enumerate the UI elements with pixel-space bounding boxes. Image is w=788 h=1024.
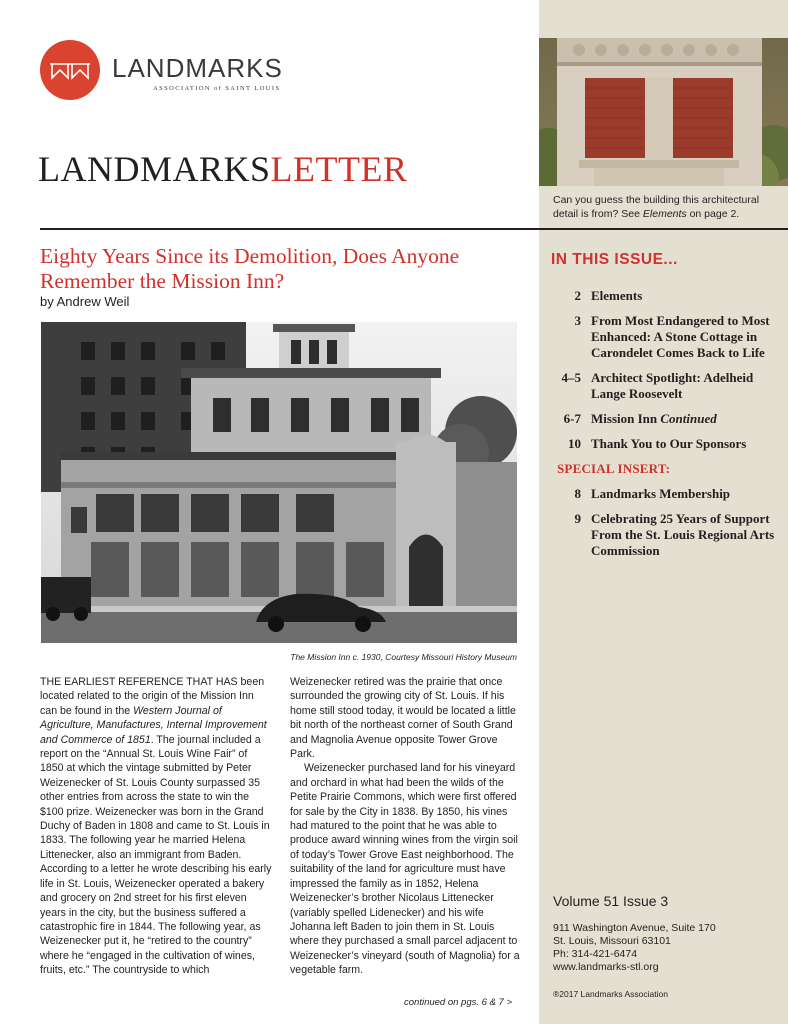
- toc-label: From Most Endangered to Most Enhanced: A Stone Cottage in Carondelet Comes Back to Life: [591, 313, 770, 360]
- website-link[interactable]: www.landmarks-stl.org: [553, 961, 659, 973]
- phone-number: Ph: 314-421-6474: [553, 948, 638, 960]
- article-column-1: [40, 675, 272, 978]
- toc-page-number: 10: [568, 436, 581, 451]
- toc-item-elements[interactable]: [553, 288, 783, 304]
- title-part-letter: LETTER: [270, 149, 408, 189]
- logo-tagline: ASSOCIATION of SAINT LOUIS: [153, 85, 281, 92]
- toc-page-number: 6-7: [563, 411, 581, 426]
- toc-page-number: 2: [574, 288, 581, 303]
- article-column-2: [290, 675, 522, 978]
- toc-item-stone-cottage[interactable]: [553, 313, 783, 361]
- logo-wordmark: LANDMARKS: [112, 53, 283, 83]
- continued-link[interactable]: continued on pgs. 6 & 7 >: [404, 997, 513, 1008]
- detail-photo-caption: Can you guess the building this architectural detail is from? See Elements on page 2.: [553, 194, 760, 220]
- toc-item-mission-inn[interactable]: [553, 411, 783, 427]
- toc-page-number: 4–5: [561, 370, 581, 385]
- copyright-notice: ®2017 Landmarks Association: [553, 989, 668, 999]
- section-divider: [40, 228, 788, 230]
- toc-page-number: 9: [574, 511, 581, 526]
- toc-label: Celebrating 25 Years of Support From the St. Louis Regional Arts Commission: [591, 511, 775, 558]
- table-of-contents: [553, 288, 783, 568]
- toc-label: Landmarks Membership: [591, 486, 731, 501]
- contact-address: [553, 922, 716, 974]
- special-insert-heading: SPECIAL INSERT:: [557, 461, 671, 476]
- toc-page-number: 3: [574, 313, 581, 328]
- toc-item-sponsors[interactable]: [553, 436, 783, 452]
- newsletter-title: [38, 148, 408, 190]
- title-part-landmarks: LANDMARKS: [38, 149, 271, 189]
- volume-issue: Volume 51 Issue 3: [553, 893, 669, 909]
- article-byline: by Andrew Weil: [40, 294, 130, 309]
- toc-label: Thank You to Our Sponsors: [591, 436, 747, 451]
- article-paragraph: Weizenecker retired was the prairie that once surrounded the growing city of St. Louis. If his home still stood today, it would be located a little bit north of the northeast corner of South Grand and Magnolia Avenue opposite Tower Grove Park.: [290, 676, 516, 761]
- architectural-detail-photo: [539, 38, 788, 186]
- address-line: 911 Washington Avenue, Suite 170: [553, 922, 716, 934]
- toc-item-architect-spotlight[interactable]: [553, 370, 783, 402]
- photo-caption: The Mission Inn c. 1930, Courtesy Missouri History Museum: [290, 652, 517, 662]
- article-headline: Eighty Years Since its Demolition, Does Anyone Remember the Mission Inn?: [40, 244, 460, 293]
- toc-label: Elements: [591, 288, 643, 303]
- toc-page-number: 8: [574, 486, 581, 501]
- in-this-issue-heading: IN THIS ISSUE...: [551, 251, 678, 268]
- toc-label: Mission Inn Continued: [591, 411, 717, 426]
- toc-item-membership[interactable]: [553, 486, 783, 502]
- article-paragraph: THE EARLIEST REFERENCE THAT HAS been located related to the origin of the Mission Inn can be found in the Western Journal of Agriculture, Manufactures, Internal Improvement and Commerce of 1851. The journal included a report on the “Annual St. Louis Wine Fair” of 1850 at which the vintage submitted by Peter Weizenecker of St. Louis County surpassed 35 other entries from across the state to win the $100 prize. Weizenecker was born in the Grand Duchy of Baden in 1808 and came to St. Louis in 1833. The following year he married Helena Littenecker, also an immigrant from Baden. According to a letter he wrote describing his early life in St. Louis, Weizenecker operated a bakery and grocery on 2nd street for his first eleven years in the city, but the business suffered a catastrophic fire in 1844. The following year, as Weizenecker put it, he “retired to the country” where he “engaged in the cultivation of wines, fruits, etc.” The countryside to which: [40, 676, 272, 977]
- toc-label: Architect Spotlight: Adelheid Lange Roosevelt: [591, 370, 754, 401]
- landmarks-logo-icon: [40, 40, 100, 100]
- address-line: St. Louis, Missouri 63101: [553, 935, 671, 947]
- article-paragraph: Weizenecker purchased land for his vineyard and orchard in what had been the wilds of the Petite Prairie Commons, which were first offered for sale by the City in 1838. By 1850, his vines had matured to the point that he was able to produce award winning wines from the virgin soil of today’s Tower Grove East neighborhood. The suitability of the land for agriculture must have impressed the family as in 1852, Helena Weizenecker’s brother Nicolaus Littenecker (variably spelled Lidenecker) and his wife Johanna left Baden to join them in St. Louis where they purchased a small parcel adjacent to Weizenecker’s vineyard (south of Magnolia) for a vegetable farm.: [290, 762, 520, 977]
- mission-inn-photo: [41, 322, 517, 643]
- toc-item-arts-commission[interactable]: [553, 511, 783, 559]
